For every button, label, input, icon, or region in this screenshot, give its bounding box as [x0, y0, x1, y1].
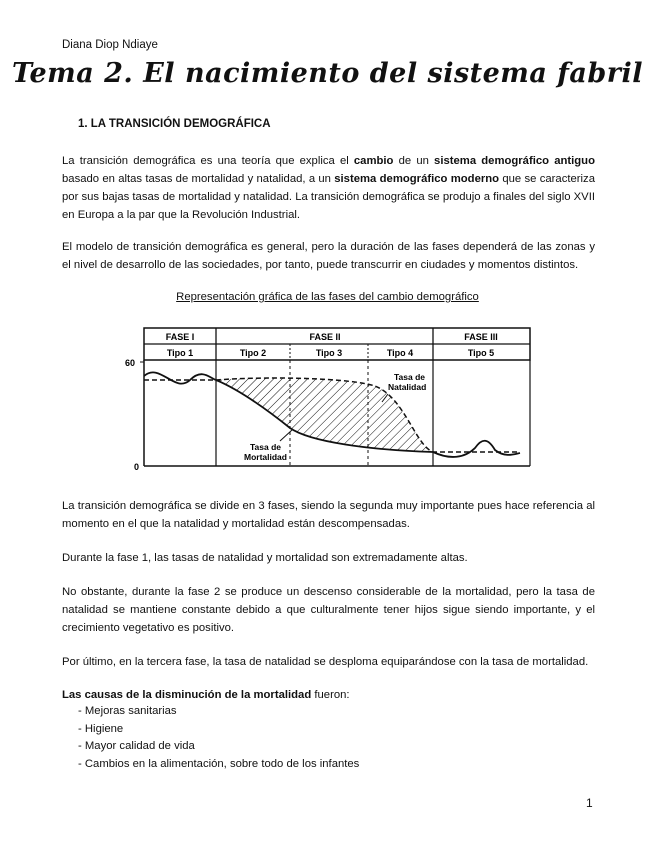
phase-label-1: FASE I — [165, 332, 195, 342]
demographic-transition-figure — [120, 320, 540, 475]
paragraph-phases: La transición demográfica se divide en 3 fases, siendo la segunda muy importante pues hace referencia al momento en el que la natalidad y mortalidad están descompensadas. — [62, 500, 595, 530]
paragraph-intro: La transición demográfica es una teoría que explica el cambio de un sistema demográfico antiguo basado en altas tasas de mortalidad y natalidad, a un sistema demográfico moderno que se caracteriza por sus bajas tasas de mortalidad y natalidad. La transición demográfica se produjo a finales del siglo XVII en Europa a la par que la Revolución Industrial. — [62, 155, 595, 221]
type-label-5: Tipo 5 — [467, 348, 495, 358]
birth-rate-label-line1: Tasa de — [394, 372, 426, 382]
death-rate-label-line1: Tasa de — [250, 442, 282, 452]
author-name: Diana Diop Ndiaye — [62, 39, 158, 51]
birth-rate-label-line2: Natalidad — [388, 382, 427, 392]
demographic-chart — [120, 320, 540, 470]
y-axis-min-label: 0 — [134, 462, 140, 470]
figure-caption: Representación gráfica de las fases del cambio demográfico — [176, 291, 479, 303]
page-number: 1 — [586, 796, 593, 810]
causes-intro: Las causas de la disminución de la mortalidad fueron: — [62, 689, 350, 701]
paragraph-model: El modelo de transición demográfica es general, pero la duración de las fases dependerá de las zonas y el nivel de desarrollo de las sociedades, por tanto, puede transcurrir en ciudades y momentos distintos. — [62, 241, 595, 271]
type-label-3: Tipo 3 — [315, 348, 343, 358]
paragraph-phase-2: No obstante, durante la fase 2 se produce un descenso considerable de la mortalidad, pero la tasa de natalidad se mantiene constante debido a que culturalmente tener hijos sigue siendo importante, y el crecimiento vegetativo es positivo. — [62, 586, 595, 634]
list-item: - Cambios en la alimentación, sobre todo de los infantes — [78, 757, 360, 770]
page-title: Tema 2. El nacimiento del sistema fabril — [11, 58, 643, 89]
paragraph-phase-3: Por último, en la tercera fase, la tasa de natalidad se desploma equiparándose con la tasa de mortalidad. — [62, 656, 589, 668]
section-heading: 1. LA TRANSICIÓN DEMOGRÁFICA — [78, 118, 271, 130]
list-item: - Mejoras sanitarias — [78, 705, 177, 717]
list-item: - Mayor calidad de vida — [78, 740, 195, 752]
causes-list — [78, 703, 359, 773]
phase-label-2: FASE II — [309, 332, 341, 342]
y-axis-max-label: 60 — [125, 358, 136, 368]
paragraph-phase-1: Durante la fase 1, las tasas de natalidad y mortalidad son extremadamente altas. — [62, 552, 468, 564]
phase-label-3: FASE III — [464, 332, 498, 342]
type-label-4: Tipo 4 — [386, 348, 414, 358]
type-label-1: Tipo 1 — [166, 348, 194, 358]
list-item: - Higiene — [78, 722, 124, 735]
death-rate-label-line2: Mortalidad — [244, 452, 287, 462]
type-label-2: Tipo 2 — [239, 348, 267, 358]
